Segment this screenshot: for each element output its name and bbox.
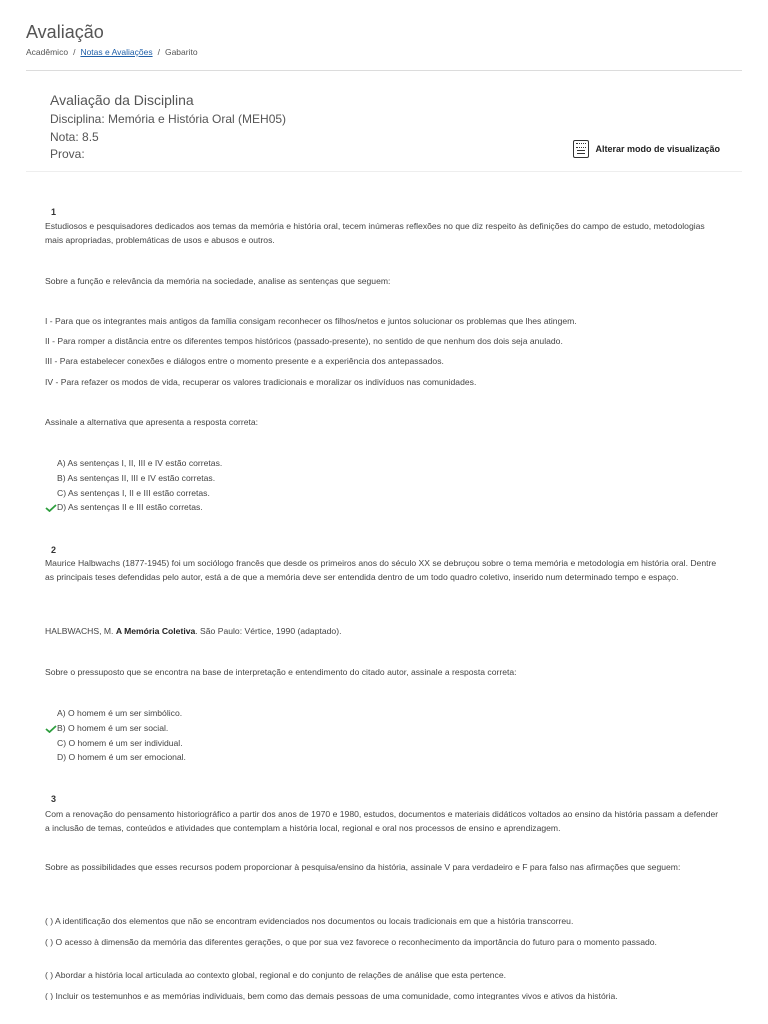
discipline-label: Disciplina: Memória e História Oral (MEH05) — [50, 112, 287, 126]
header-divider — [26, 70, 742, 71]
grade-label: Nota: 8.5 — [50, 130, 99, 144]
toggle-view-mode-button[interactable] — [573, 140, 720, 158]
reference-title: A Memória Coletiva — [115, 626, 196, 636]
page-title: Avaliação — [26, 22, 104, 42]
question-statement: I - Para que os integrantes mais antigos da família consigam reconhecer os filhos/netos e juntos solucionar os problemas que lhes atingem. — [45, 316, 577, 326]
question-reference — [45, 625, 725, 639]
document-view-icon — [573, 140, 589, 158]
question-statement: II - Para romper a distância entre os diferentes tempos históricos (passado-presente), no sentido de que nenhum dos dois seja anulado. — [45, 336, 563, 346]
evaluation-title: Avaliação da Disciplina — [50, 92, 194, 108]
question-number: 2 — [51, 545, 57, 555]
answer-option: A) As sentenças I, II, III e IV estão corretas. — [57, 458, 223, 468]
question-statement: III - Para estabelecer conexões e diálogos entre o momento presente e a experiência dos antepassados. — [45, 356, 444, 366]
answer-option: C) As sentenças I, II e III estão corretas. — [57, 488, 210, 498]
correct-check-icon — [45, 504, 57, 512]
question-intro: Com a renovação do pensamento historiográfico a partir dos anos de 1970 e 1980, estudos, documentos e materiais didáticos voltados ao ensino da história passam a defender a inclusão de temas, conteúdos e atividades que contemplam a história local, regional e oral nos processos de ensino e aprendizagem. — [45, 809, 719, 833]
page-header — [26, 22, 104, 43]
question-number: 3 — [51, 794, 57, 804]
answer-option: C) O homem é um ser individual. — [57, 738, 183, 748]
exam-label: Prova: — [50, 147, 85, 161]
breadcrumb-separator: / — [157, 47, 160, 57]
answer-option: D) O homem é um ser emocional. — [57, 752, 186, 762]
breadcrumb-separator: / — [73, 47, 76, 57]
correct-check-icon — [45, 725, 57, 733]
question-prompt: Sobre o pressuposto que se encontra na base de interpretação e entendimento do citado autor, assinale a resposta correta: — [45, 667, 517, 677]
question-statement: ( ) Abordar a história local articulada ao contexto global, regional e do conjunto de relações de análise que esta pertence. — [45, 970, 507, 980]
breadcrumb-item-academico[interactable]: Acadêmico — [26, 47, 69, 57]
answer-option: A) O homem é um ser simbólico. — [57, 708, 183, 718]
question-statement: ( ) A identificação dos elementos que não se encontram evidenciados nos documentos ou locais tradicionais em que a história transcorreu. — [45, 916, 574, 926]
evaluation-info-card — [26, 82, 742, 172]
answer-option-correct: D) As sentenças II e III estão corretas. — [57, 502, 203, 512]
toggle-view-mode-label: Alterar modo de visualização — [595, 144, 720, 154]
reference-publisher: . São Paulo: Vértice, 1990 (adaptado). — [195, 626, 342, 636]
question-prompt: Sobre as possibilidades que esses recursos podem proporcionar à pesquisa/ensino da história, assinale V para verdadeiro e F para falso nas afirmações que seguem: — [45, 862, 681, 872]
question-statement: ( ) Incluir os testemunhos e as memórias individuais, bem como das demais pessoas de uma comunidade, como integrantes vivos e ativos da história. — [45, 991, 618, 1000]
question-instruction: Assinale a alternativa que apresenta a resposta correta: — [45, 417, 259, 427]
answer-option: B) As sentenças II, III e IV estão corretas. — [57, 473, 216, 483]
answer-option-correct: B) O homem é um ser social. — [57, 723, 169, 733]
reference-author: HALBWACHS, M. — [45, 626, 116, 636]
question-number: 1 — [51, 207, 57, 217]
question-statement: ( ) O acesso à dimensão da memória das diferentes gerações, o que por sua vez favorece o reconhecimento da importância do futuro para o momento passado. — [45, 937, 657, 947]
question-intro: Maurice Halbwachs (1877-1945) foi um sociólogo francês que desde os primeiros anos do século XX se debruçou sobre o tema memória e metodologia em história oral. Dentre as principais teses defendidas pelo autor, está a de que a memória deve ser entendida dentro de um todo quadro coletivo, inserido num determinado tempo e espaço. — [45, 558, 717, 582]
question-statement: IV - Para refazer os modos de vida, recuperar os valores tradicionais e moralizar os indivíduos nas comunidades. — [45, 377, 477, 387]
breadcrumb — [26, 47, 198, 57]
question-prompt: Sobre a função e relevância da memória na sociedade, analise as sentenças que seguem: — [45, 276, 391, 286]
question-intro: Estudiosos e pesquisadores dedicados aos temas da memória e história oral, tecem inúmeras reflexões no que diz respeito às definições do campo de estudo, metodologias mais apropriadas, problemáticas de usos e abusos e outros. — [45, 221, 705, 245]
breadcrumb-item-gabarito: Gabarito — [164, 47, 198, 57]
breadcrumb-link-notas[interactable]: Notas e Avaliações — [80, 47, 153, 57]
